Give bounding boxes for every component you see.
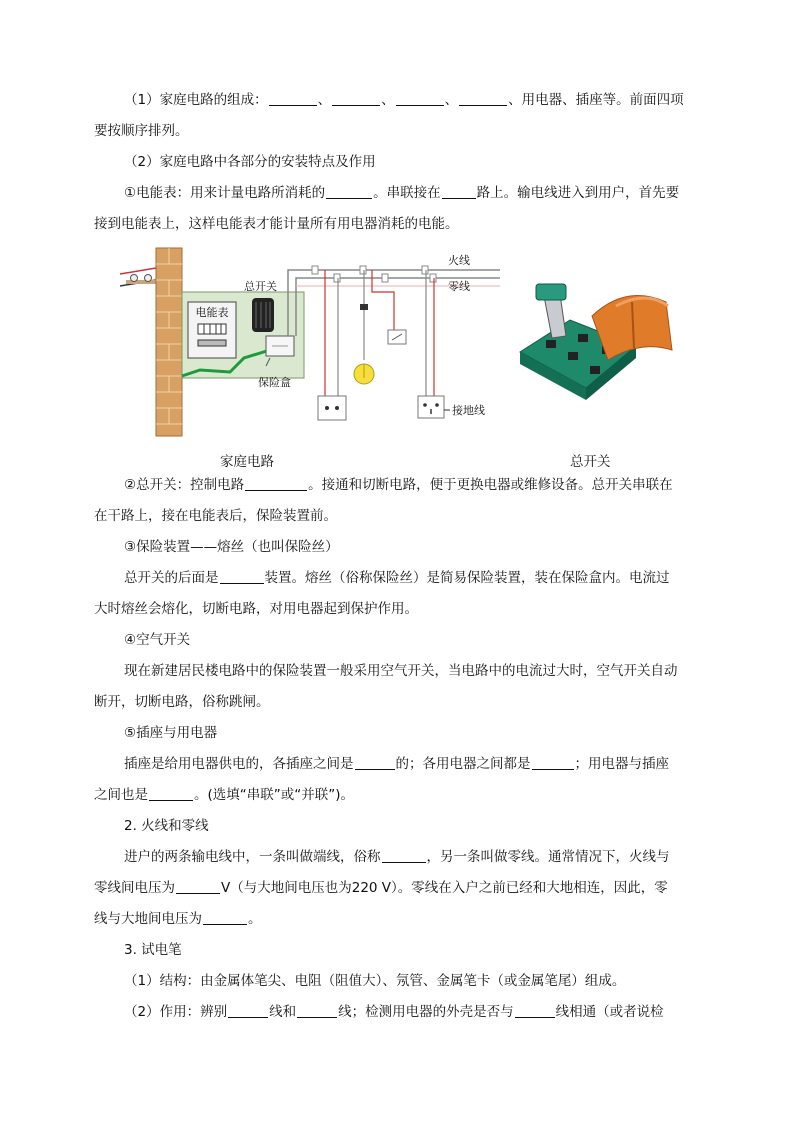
neutral-wire-label: 零线 [448, 280, 470, 293]
meter-label: 电能表 [195, 306, 229, 319]
answer-blank [149, 786, 193, 801]
answer-blank [459, 91, 507, 106]
paragraph-line: 要按顺序排列。 [94, 123, 189, 139]
answer-blank [203, 910, 247, 925]
answer-blank [396, 91, 444, 106]
answer-blank [297, 1003, 337, 1018]
figure-caption-switch: 总开关 [570, 454, 611, 470]
socket-left [318, 270, 346, 420]
answer-blank [532, 755, 574, 770]
answer-blank [245, 476, 307, 491]
socket-line-2: 之间也是 。(选填“串联”或“并联”)。 [94, 787, 355, 803]
subheading: ③保险装置——熔丝（也叫保险丝） [124, 539, 339, 555]
section-heading: 3. 试电笔 [124, 942, 182, 958]
subheading: （2）家庭电路中各部分的安装特点及作用 [124, 154, 376, 170]
incoming-line-insulators [120, 268, 156, 286]
ceiling-lamp [354, 270, 374, 384]
subheading: ⑤插座与用电器 [124, 725, 218, 741]
paragraph-line: 现在新建居民楼电路中的保险装置一般采用空气开关，当电路中的电流过大时，空气开关自动 [124, 663, 678, 679]
answer-blank [269, 91, 317, 106]
knife-blades [536, 284, 566, 338]
paragraph-line: （1）结构：由金属体笔尖、电阻（阻值大）、氖管、金属笔卡（或金属笔尾）组成。 [124, 973, 626, 989]
figure-caption-household: 家庭电路 [220, 454, 274, 470]
subheading: ④空气开关 [124, 632, 191, 648]
answer-blank [220, 569, 264, 584]
paragraph-line: 断开，切断电路，俗称跳闸。 [94, 694, 270, 710]
brick-wall [156, 248, 182, 436]
electric-meter [188, 302, 236, 358]
meter-line: ①电能表：用来计量电路所消耗的 。串联接在 路上。输电线进入到用户，首先要 [124, 185, 680, 201]
main-switch-photo [516, 276, 686, 402]
answer-blank [515, 1003, 555, 1018]
composition-line: （1）家庭电路的组成： 、 、 、 、用电器、插座等。前面四项 [124, 92, 684, 108]
live-neutral-line: 进户的两条输电线中，一条叫做端线，俗称 ，另一条叫做零线。通常情况下，火线与 [124, 849, 670, 865]
main-switch-label: 总开关 [244, 280, 277, 293]
socket-right [418, 270, 450, 418]
paragraph-line: 在干路上，接在电能表后，保险装置前。 [94, 508, 337, 524]
ground-wire-label: 接地线 [452, 404, 485, 417]
paragraph-line: 接到电能表上，这样电能表才能计量所有用电器消耗的电能。 [94, 216, 459, 232]
answer-blank [228, 1003, 268, 1018]
paragraph-line: 大时熔丝会熔化，切断电路，对用电器起到保护作用。 [94, 601, 418, 617]
tester-function-line: （2）作用：辨别 线和 线；检测用电器的外壳是否与 线相通（或者说检 [124, 1004, 664, 1020]
main-switch [252, 298, 274, 332]
fuse-box-label: 保险盒 [258, 376, 291, 389]
answer-blank [332, 91, 380, 106]
section-heading: 2. 火线和零线 [124, 818, 209, 834]
voltage-line-2: 线与大地间电压为 。 [94, 911, 262, 927]
socket-line: 插座是给用电器供电的，各插座之间是 的；各用电器之间都是 ；用电器与插座 [124, 756, 669, 772]
answer-blank [382, 848, 426, 863]
switch-line: ②总开关：控制电路 。接通和切断电路，便于更换电器或维修设备。总开关串联在 [124, 477, 673, 493]
answer-blank [355, 755, 395, 770]
voltage-line: 零线间电压为 V（与大地间电压也为220 V）。零线在入户之前已经和大地相连，因此，零 [94, 880, 668, 896]
answer-blank [176, 879, 220, 894]
lamp-switch [372, 270, 406, 344]
fuse-line: 总开关的后面是 装置。熔丝（俗称保险丝）是简易保险装置，装在保险盒内。电流过 [124, 570, 670, 586]
live-wire-label: 火线 [448, 254, 470, 267]
household-circuit-figure [120, 246, 500, 442]
answer-blank [326, 184, 372, 199]
answer-blank [442, 184, 476, 199]
